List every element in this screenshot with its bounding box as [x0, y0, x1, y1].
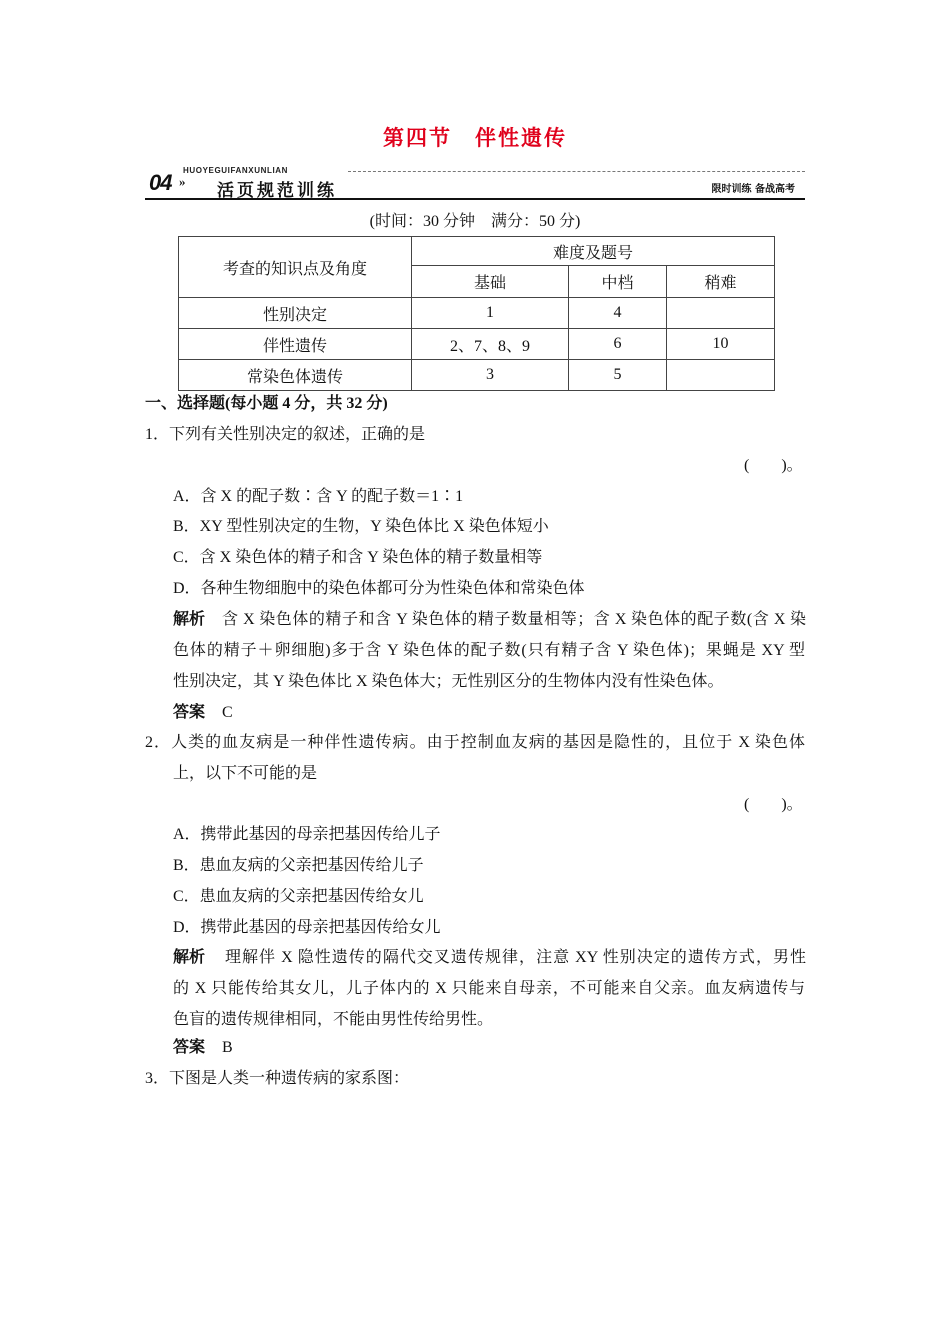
table-col-header: 中档	[569, 266, 667, 298]
option-b: B．XY 型性别决定的生物，Y 染色体比 X 染色体短小	[173, 518, 549, 535]
option-c: C．患血友病的父亲把基因传给女儿	[173, 888, 424, 905]
option-d: D．各种生物细胞中的染色体都可分为性染色体和常染色体	[173, 580, 585, 597]
table-cell	[667, 360, 775, 391]
analysis-line: 的 X 只能传给其女儿，儿子体内的 X 只能来自母亲，不可能来自父亲。血友病遗传与	[173, 980, 805, 997]
table-row	[179, 329, 775, 360]
answer-value: B	[222, 1039, 233, 1056]
table-row	[179, 360, 775, 391]
section-banner	[145, 164, 805, 202]
banner-dashed-rule	[348, 171, 805, 172]
analysis-line: 含 X 染色体的精子和含 Y 染色体的精子数量相等；含 X 染色体的配子数(含 X 染	[222, 611, 806, 628]
analysis-line: 色体的精子＋卵细胞)多于含 Y 染色体的配子数(只有精子含 Y 染色体)；果蝇是 XY 型	[173, 642, 805, 659]
table-cell: 1	[412, 298, 569, 329]
table-col-header: 基础	[412, 266, 569, 298]
option-a: A．携带此基因的母亲把基因传给儿子	[173, 826, 441, 843]
option-c: C．含 X 染色体的精子和含 Y 染色体的精子数量相等	[173, 549, 543, 566]
table-cell: 4	[569, 298, 667, 329]
table-cell: 伴性遗传	[179, 329, 412, 360]
answer-bracket: ( )。	[744, 457, 803, 474]
section-heading: 一、选择题(每小题 4 分，共 32 分)	[145, 395, 388, 412]
option-a: A．含 X 的配子数∶含 Y 的配子数＝1∶1	[173, 488, 464, 505]
table-cell: 常染色体遗传	[179, 360, 412, 391]
table-cell: 5	[569, 360, 667, 391]
question-3-stem: 3．下图是人类一种遗传病的家系图：	[145, 1070, 410, 1087]
question-1-stem: 1．下列有关性别决定的叙述，正确的是	[145, 426, 426, 443]
question-2-stem: 2．人类的血友病是一种伴性遗传病。由于控制血友病的基因是隐性的，且位于 X 染色体	[145, 734, 805, 751]
answer-bracket: ( )。	[744, 796, 803, 813]
question-2-stem-cont: 上，以下不可能的是	[173, 765, 318, 782]
answer-label: 答案	[173, 1039, 206, 1056]
answer-value: C	[222, 704, 233, 721]
analysis-label: 解析	[173, 611, 206, 628]
time-limit: (时间：30 分钟 满分：50 分)	[369, 213, 581, 230]
table-cell: 3	[412, 360, 569, 391]
table-header-difficulty: 难度及题号	[412, 237, 775, 266]
table-header-topic: 考查的知识点及角度	[179, 237, 412, 298]
table-cell: 10	[667, 329, 775, 360]
table-cell: 2、7、8、9	[412, 329, 569, 360]
table-cell	[667, 298, 775, 329]
table-cell: 6	[569, 329, 667, 360]
analysis-line: 性别决定，其 Y 染色体比 X 染色体大；无性别区分的生物体内没有性染色体。	[173, 673, 724, 690]
analysis-label: 解析	[173, 949, 206, 966]
table-cell: 性别决定	[179, 298, 412, 329]
banner-slogan: 限时训练 备战高考	[711, 184, 795, 195]
option-b: B．患血友病的父亲把基因传给儿子	[173, 857, 424, 874]
page-title: 第四节 伴性遗传	[383, 126, 567, 150]
banner-name: 活页规范训练	[217, 181, 337, 201]
knowledge-table	[178, 236, 775, 391]
banner-rule	[145, 198, 805, 200]
answer-label: 答案	[173, 704, 206, 721]
table-row	[179, 298, 775, 329]
table-col-header: 稍难	[667, 266, 775, 298]
option-d: D．携带此基因的母亲把基因传给女儿	[173, 919, 441, 936]
banner-number: 04	[149, 170, 172, 195]
banner-pinyin: HUOYEGUIFANXUNLIAN	[183, 166, 289, 175]
chevron-icon: »	[179, 174, 186, 189]
analysis-line: 理解伴 X 隐性遗传的隔代交叉遗传规律，注意 XY 性别决定的遗传方式，男性	[225, 949, 806, 966]
analysis-line: 色盲的遗传规律相同，不能由男性传给男性。	[173, 1011, 494, 1028]
